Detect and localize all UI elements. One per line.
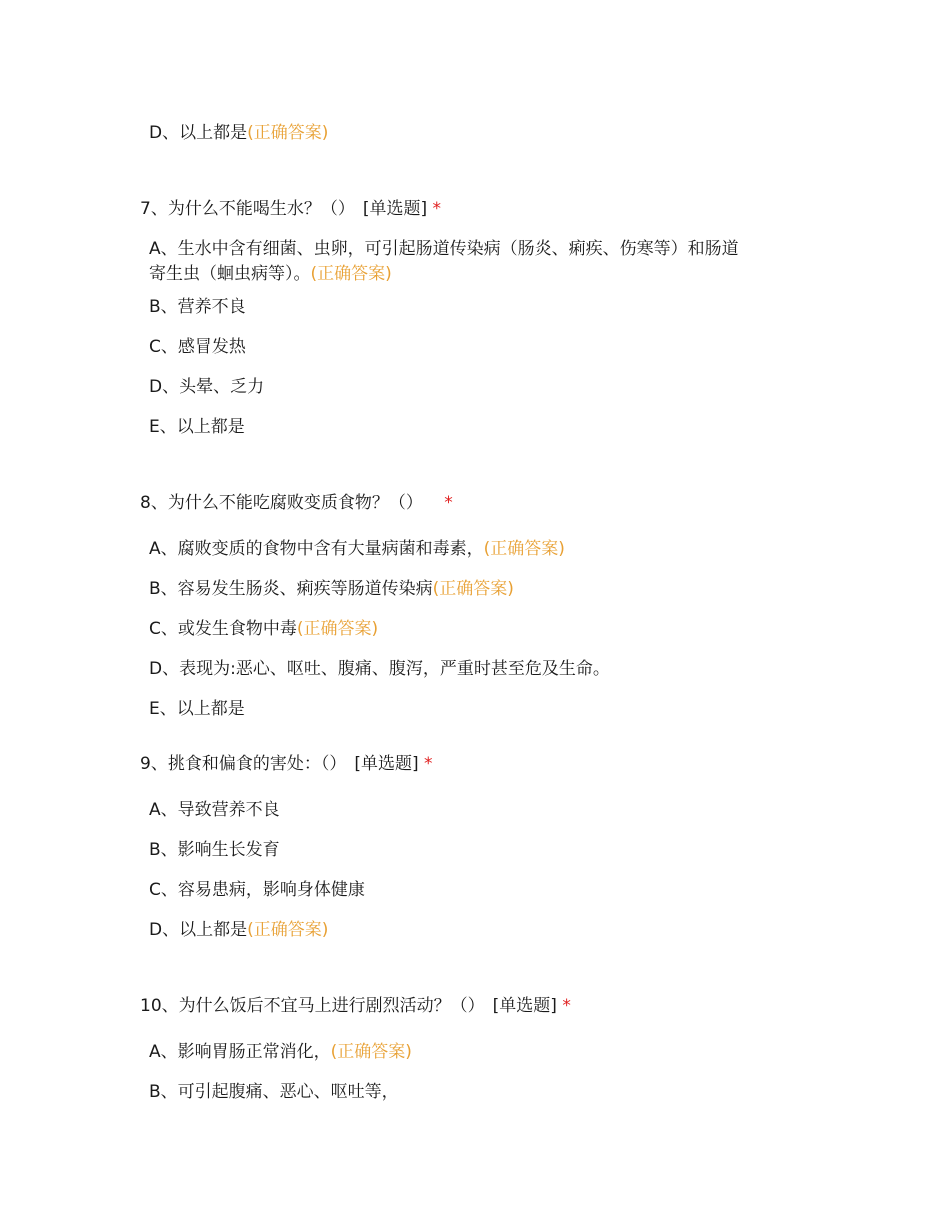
option-text: D、以上都是 [149, 123, 248, 143]
required-mark: * [432, 199, 441, 219]
question-7-title [140, 197, 441, 222]
correct-answer-label: (正确答案) [483, 539, 565, 559]
correct-answer-label: (正确答案) [247, 920, 329, 940]
question-text: 10、为什么饭后不宜马上进行剧烈活动？（） [140, 996, 485, 1016]
q8-option-a[interactable] [149, 537, 565, 562]
required-mark: * [444, 493, 453, 513]
option-d-prev-question[interactable] [149, 121, 328, 146]
question-type: [单选题] [354, 754, 419, 774]
option-text: C、感冒发热 [149, 337, 246, 357]
question-10-title [140, 994, 571, 1019]
option-text: E、以上都是 [149, 417, 245, 437]
correct-answer-label: (正确答案) [310, 264, 392, 284]
option-text: 寄生虫（蛔虫病等）。 [149, 264, 311, 284]
question-8-title [140, 491, 453, 516]
option-text: C、容易患病，影响身体健康 [149, 880, 365, 900]
question-type: [单选题] [492, 996, 557, 1016]
correct-answer-label: (正确答案) [296, 619, 379, 639]
q9-option-d[interactable] [149, 918, 328, 943]
option-text: B、影响生长发育 [149, 840, 280, 860]
q8-option-c[interactable] [149, 617, 378, 642]
option-text: A、腐败变质的食物中含有大量病菌和毒素， [149, 539, 484, 559]
question-9-title [140, 752, 433, 777]
option-text: A、导致营养不良 [149, 800, 280, 820]
required-mark: * [562, 996, 571, 1016]
question-text: 7、为什么不能喝生水？（） [140, 199, 355, 219]
q7-option-c[interactable] [149, 335, 246, 360]
option-text: E、以上都是 [149, 699, 245, 719]
q9-option-c[interactable] [149, 878, 365, 903]
correct-answer-label: (正确答案) [247, 123, 329, 143]
q8-option-d[interactable] [149, 657, 610, 682]
option-text: A、生水中含有细菌、虫卵，可引起肠道传染病（肠炎、痢疾、伤寒等）和肠道 [149, 239, 739, 259]
option-text: B、营养不良 [149, 297, 246, 317]
option-text: D、表现为:恶心、呕吐、腹痛、腹泻，严重时甚至危及生命。 [149, 659, 610, 679]
q7-option-a-cont[interactable] [149, 262, 392, 287]
correct-answer-label: (正确答案) [432, 579, 514, 599]
q7-option-a[interactable] [149, 237, 739, 262]
q9-option-a[interactable] [149, 798, 280, 823]
option-text: D、头晕、乏力 [149, 377, 265, 397]
q7-option-b[interactable] [149, 295, 246, 320]
q7-option-e[interactable] [149, 415, 245, 440]
correct-answer-label: (正确答案) [330, 1042, 412, 1062]
option-text: B、可引起腹痛、恶心、呕吐等， [149, 1082, 399, 1102]
q10-option-a[interactable] [149, 1040, 412, 1065]
q9-option-b[interactable] [149, 838, 280, 863]
option-text: B、容易发生肠炎、痢疾等肠道传染病 [149, 579, 433, 599]
question-type: [单选题] [362, 199, 428, 219]
q10-option-b[interactable] [149, 1080, 399, 1105]
q8-option-b[interactable] [149, 577, 514, 602]
q8-option-e[interactable] [149, 697, 245, 722]
q7-option-d[interactable] [149, 375, 264, 400]
question-text: 8、为什么不能吃腐败变质食物？（） [140, 493, 423, 513]
option-text: A、影响胃肠正常消化， [149, 1042, 331, 1062]
option-text: C、或发生食物中毒 [149, 619, 297, 639]
required-mark: * [424, 754, 433, 774]
question-text: 9、挑食和偏食的害处：（） [140, 754, 347, 774]
option-text: D、以上都是 [149, 920, 248, 940]
